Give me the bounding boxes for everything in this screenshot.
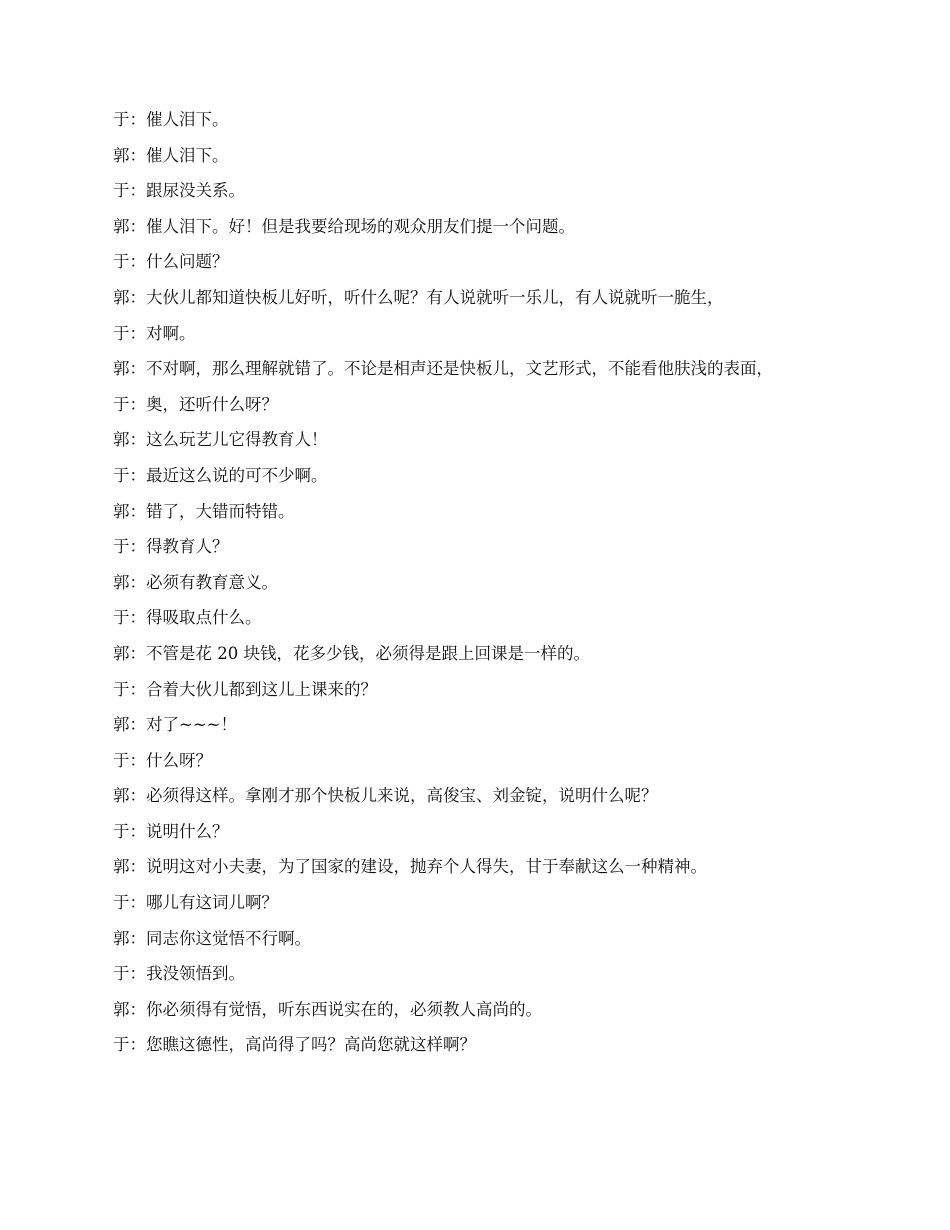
dialogue-line: 郭：你必须得有觉悟，听东西说实在的，必须教人高尚的。: [113, 999, 542, 1019]
dialogue-line: 郭：必须有教育意义。: [113, 572, 278, 592]
dialogue-line: 郭：大伙儿都知道快板儿好听，听什么呢？有人说就听一乐儿，有人说就听一脆生，: [113, 287, 724, 307]
dialogue-line: 郭：对了~~~！: [113, 715, 237, 735]
dialogue-line: 于：对啊。: [113, 323, 196, 343]
dialogue-line: 于：说明什么？: [113, 821, 229, 841]
dialogue-line: 于：最近这么说的可不少啊。: [113, 465, 328, 485]
dialogue-line: 于：我没领悟到。: [113, 964, 245, 984]
dialogue-line: 于：得教育人？: [113, 537, 229, 557]
dialogue-line: 郭：催人泪下。: [113, 145, 229, 165]
dialogue-line: 郭：同志你这觉悟不行啊。: [113, 928, 311, 948]
dialogue-line: 郭：这么玩艺儿它得教育人！: [113, 430, 328, 450]
dialogue-line: 于：您瞧这德性，高尚得了吗？高尚您就这样啊？: [113, 1035, 476, 1055]
dialogue-line: 于：跟尿没关系。: [113, 181, 245, 201]
dialogue-transcript: [113, 110, 825, 1071]
dialogue-line: 郭：必须得这样。拿刚才那个快板儿来说，高俊宝、刘金锭，说明什么呢？: [113, 786, 658, 806]
dialogue-line: 于：催人泪下。: [113, 110, 229, 129]
dialogue-line: 于：什么问题？: [113, 252, 229, 272]
dialogue-line: 于：哪儿有这词儿啊？: [113, 893, 278, 913]
dialogue-line: 郭：不对啊，那么理解就错了。不论是相声还是快板儿，文艺形式，不能看他肤浅的表面，: [113, 359, 773, 379]
dialogue-line: 于：什么呀？: [113, 750, 212, 770]
dialogue-line: 郭：说明这对小夫妻，为了国家的建设，抛弃个人得失，甘于奉献这么一种精神。: [113, 857, 707, 877]
dialogue-line: 于：奥，还听什么呀？: [113, 394, 278, 414]
dialogue-line: 郭：错了，大错而特错。: [113, 501, 295, 521]
dialogue-line: 郭：催人泪下。好！但是我要给现场的观众朋友们提一个问题。: [113, 216, 575, 236]
dialogue-line: 于：合着大伙儿都到这儿上课来的？: [113, 679, 377, 699]
dialogue-line: 于：得吸取点什么。: [113, 608, 262, 628]
dialogue-line: 郭：不管是花 20 块钱，花多少钱，必须得是跟上回课是一样的。: [113, 643, 590, 663]
